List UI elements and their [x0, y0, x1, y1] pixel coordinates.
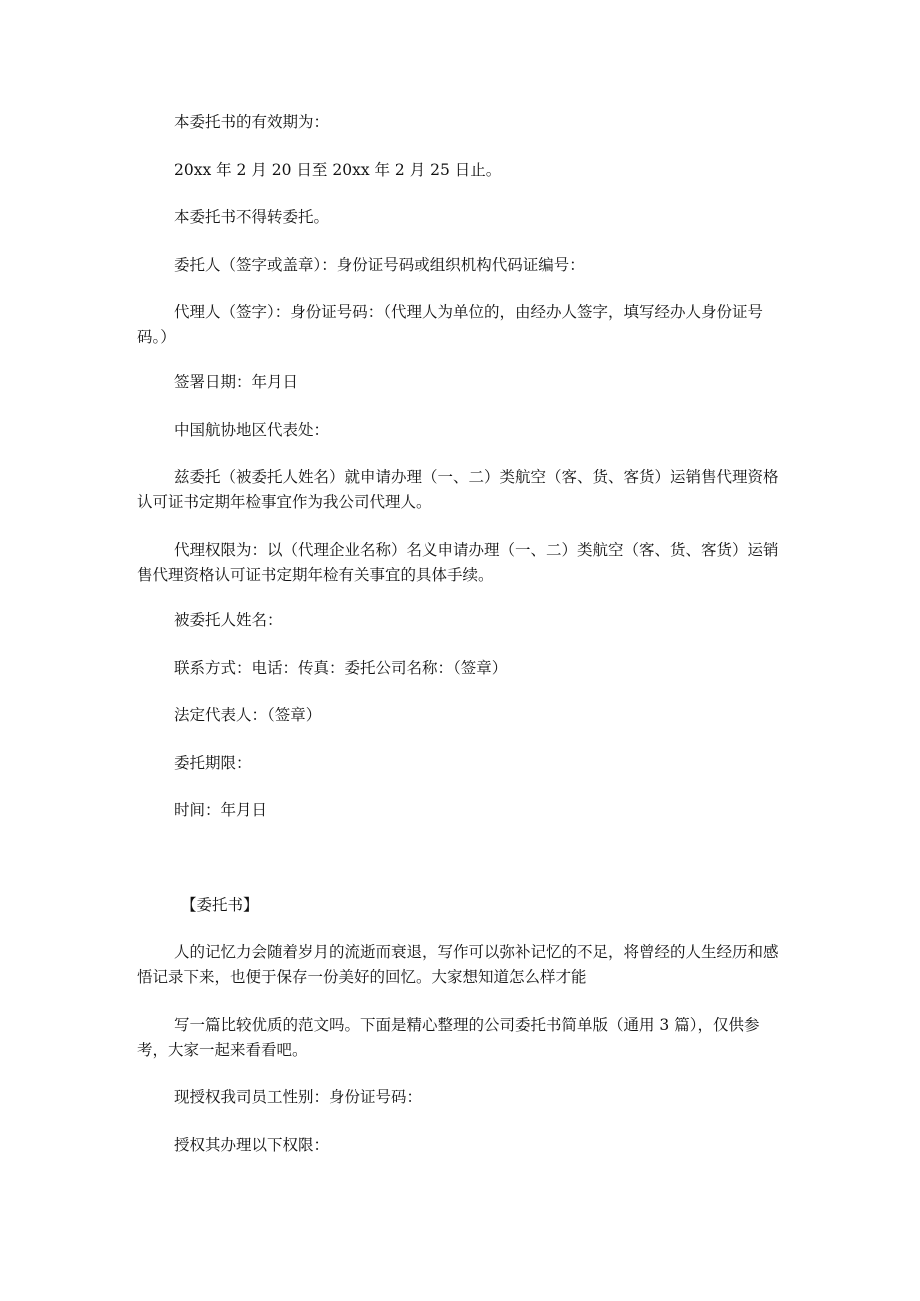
validity-label: 本委托书的有效期为： [174, 113, 330, 131]
delegation-statement: 兹委托（被委托人姓名）就申请办理（一、二）类航空（客、货、客货）运销售代理资格认可证书定期年检事宜作为我公司代理人。 [137, 468, 779, 511]
intro-paragraph-2: 写一篇比较优质的范文吗。下面是精心整理的公司委托书简单版（通用 3 篇），仅供参考，大家一起来看看吧。 [137, 1016, 760, 1059]
delegation-period-line: 委托期限： [174, 754, 252, 772]
contact-line: 联系方式：电话：传真：委托公司名称：（签章） [174, 659, 508, 677]
no-subdelegation-note: 本委托书不得转委托。 [174, 208, 330, 226]
intro-paragraph-1: 人的记忆力会随着岁月的流逝而衰退，写作可以弥补记忆的不足，将曾经的人生经历和感悟记录下来，也便于保存一份美好的回忆。大家想知道怎么样才能 [137, 943, 779, 986]
authority-scope: 代理权限为：以（代理企业名称）名义申请办理（一、二）类航空（客、货、客货）运销售代理资格认可证书定期年检有关事宜的具体手续。 [137, 541, 779, 584]
time-line: 时间：年月日 [174, 801, 268, 819]
addressee-line: 中国航协地区代表处： [174, 421, 330, 439]
legal-representative-line: 法定代表人：（签章） [174, 706, 322, 724]
authorization-scope-line: 授权其办理以下权限： [174, 1136, 330, 1154]
principal-signature-line: 委托人（签字或盖章）：身份证号码或组织机构代码证编号： [174, 256, 585, 274]
agent-signature-line: 代理人（签字）：身份证号码：（代理人为单位的，由经办人签字，填写经办人身份证号码。） [137, 303, 764, 346]
validity-dates: 20xx 年 2 月 20 日至 20xx 年 2 月 25 日止。 [174, 161, 502, 179]
section-title: 【委托书】 [181, 896, 259, 914]
signing-date-line: 签署日期：年月日 [174, 373, 299, 391]
delegate-name-line: 被委托人姓名： [174, 611, 283, 629]
authorization-employee-line: 现授权我司员工性别：身份证号码： [174, 1088, 423, 1106]
